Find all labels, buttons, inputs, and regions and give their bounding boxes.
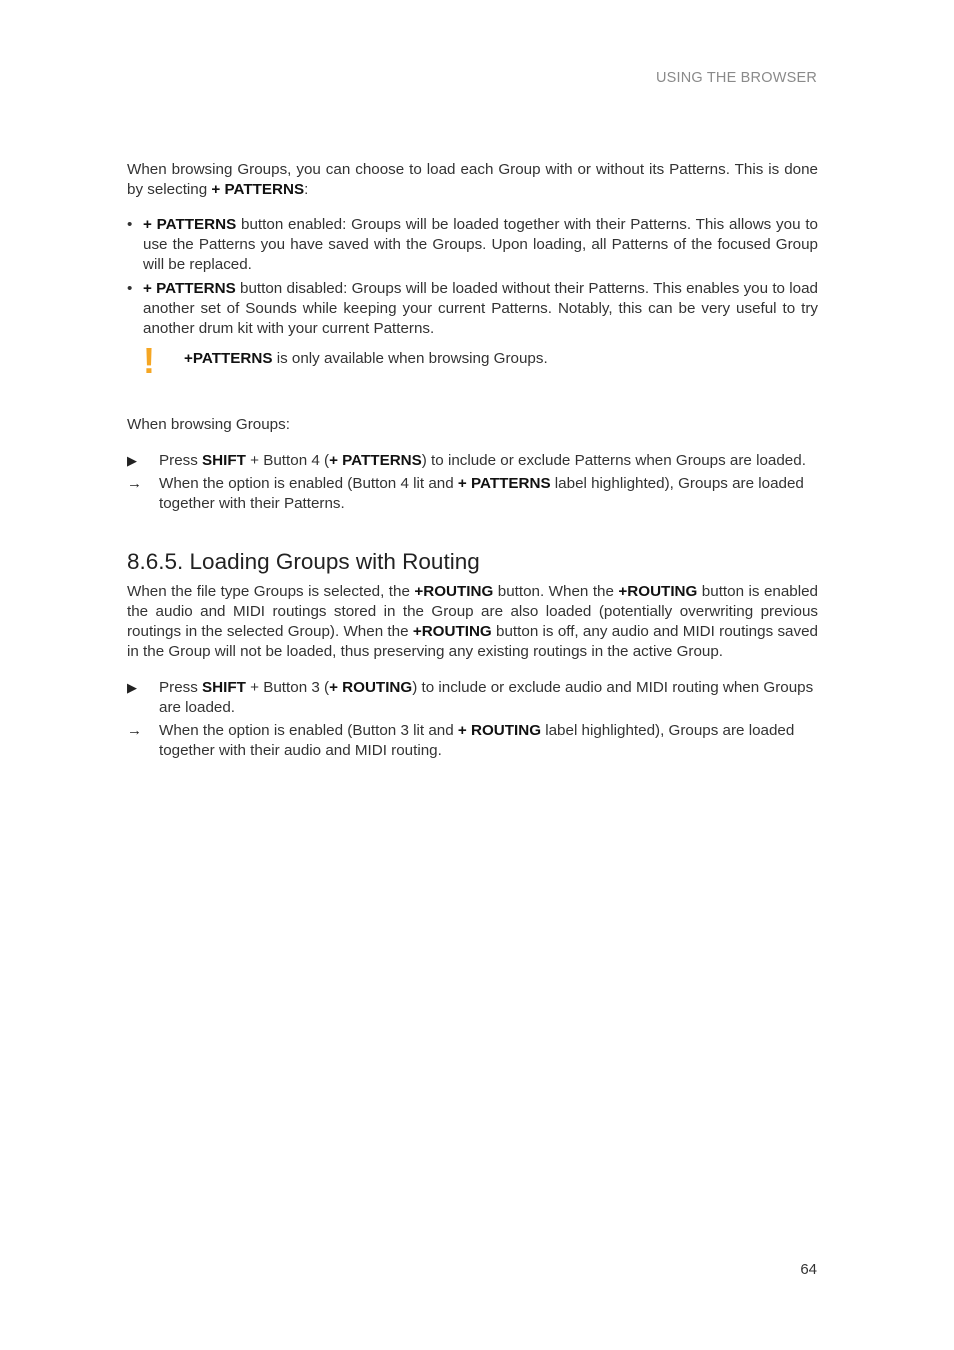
list-item: ▶ Press SHIFT + Button 3 (+ ROUTING) to include or exclude audio and MIDI routing when Groups are loaded.: [127, 679, 814, 716]
exclamation-icon: !: [143, 340, 155, 381]
routing-steps: [127, 678, 818, 761]
result-arrow-icon: →: [127, 722, 142, 739]
list-item: → When the option is enabled (Button 3 lit and + ROUTING label highlighted), Groups are loaded together with their audio and MIDI routing.: [127, 722, 795, 759]
action-triangle-icon: ▶: [127, 680, 137, 695]
page-content: [127, 160, 818, 764]
list-item: ▶ Press SHIFT + Button 4 (+ PATTERNS) to include or exclude Patterns when Groups are loaded.: [127, 452, 806, 469]
patterns-bullet-list: [127, 215, 818, 339]
section-heading: 8.6.5. Loading Groups with Routing: [127, 549, 480, 574]
list-item: • + PATTERNS button disabled: Groups will be loaded without their Patterns. This enables you to load another set of Sounds while keeping your current Patterns. Notably, this can be very useful to try another drum kit with your current Patterns.: [127, 280, 818, 337]
page-number: 64: [800, 1261, 817, 1278]
action-triangle-icon: ▶: [127, 453, 137, 468]
intro-paragraph: When browsing Groups, you can choose to load each Group with or without its Patterns. This is done by selecting + PATTERNS:: [127, 161, 818, 198]
list-item: → When the option is enabled (Button 4 lit and + PATTERNS label highlighted), Groups are loaded together with their Patterns.: [127, 475, 804, 512]
result-arrow-icon: →: [127, 475, 142, 492]
patterns-steps: [127, 451, 818, 514]
lead-text: When browsing Groups:: [127, 416, 290, 433]
bullet-marker: •: [127, 216, 133, 233]
bullet-marker: •: [127, 280, 133, 297]
running-head: USING THE BROWSER: [655, 70, 817, 86]
list-item: • + PATTERNS button enabled: Groups will be loaded together with their Patterns. This allows you to use the Patterns you have saved with the Groups. Upon loading, all Patterns of the focused Group will be replaced.: [127, 216, 818, 273]
note-callout: ! +PATTERNS is only available when browsing Groups.: [143, 340, 548, 381]
section-paragraph: When the file type Groups is selected, the +ROUTING button. When the +ROUTING button is enabled the audio and MIDI routings stored in the Group are also loaded (potentially overwriting previous routings in the selected Group). When the +ROUTING button is off, any audio and MIDI routings saved in the Group will not be loaded, thus preserving any existing routings in the active Group.: [127, 583, 818, 660]
